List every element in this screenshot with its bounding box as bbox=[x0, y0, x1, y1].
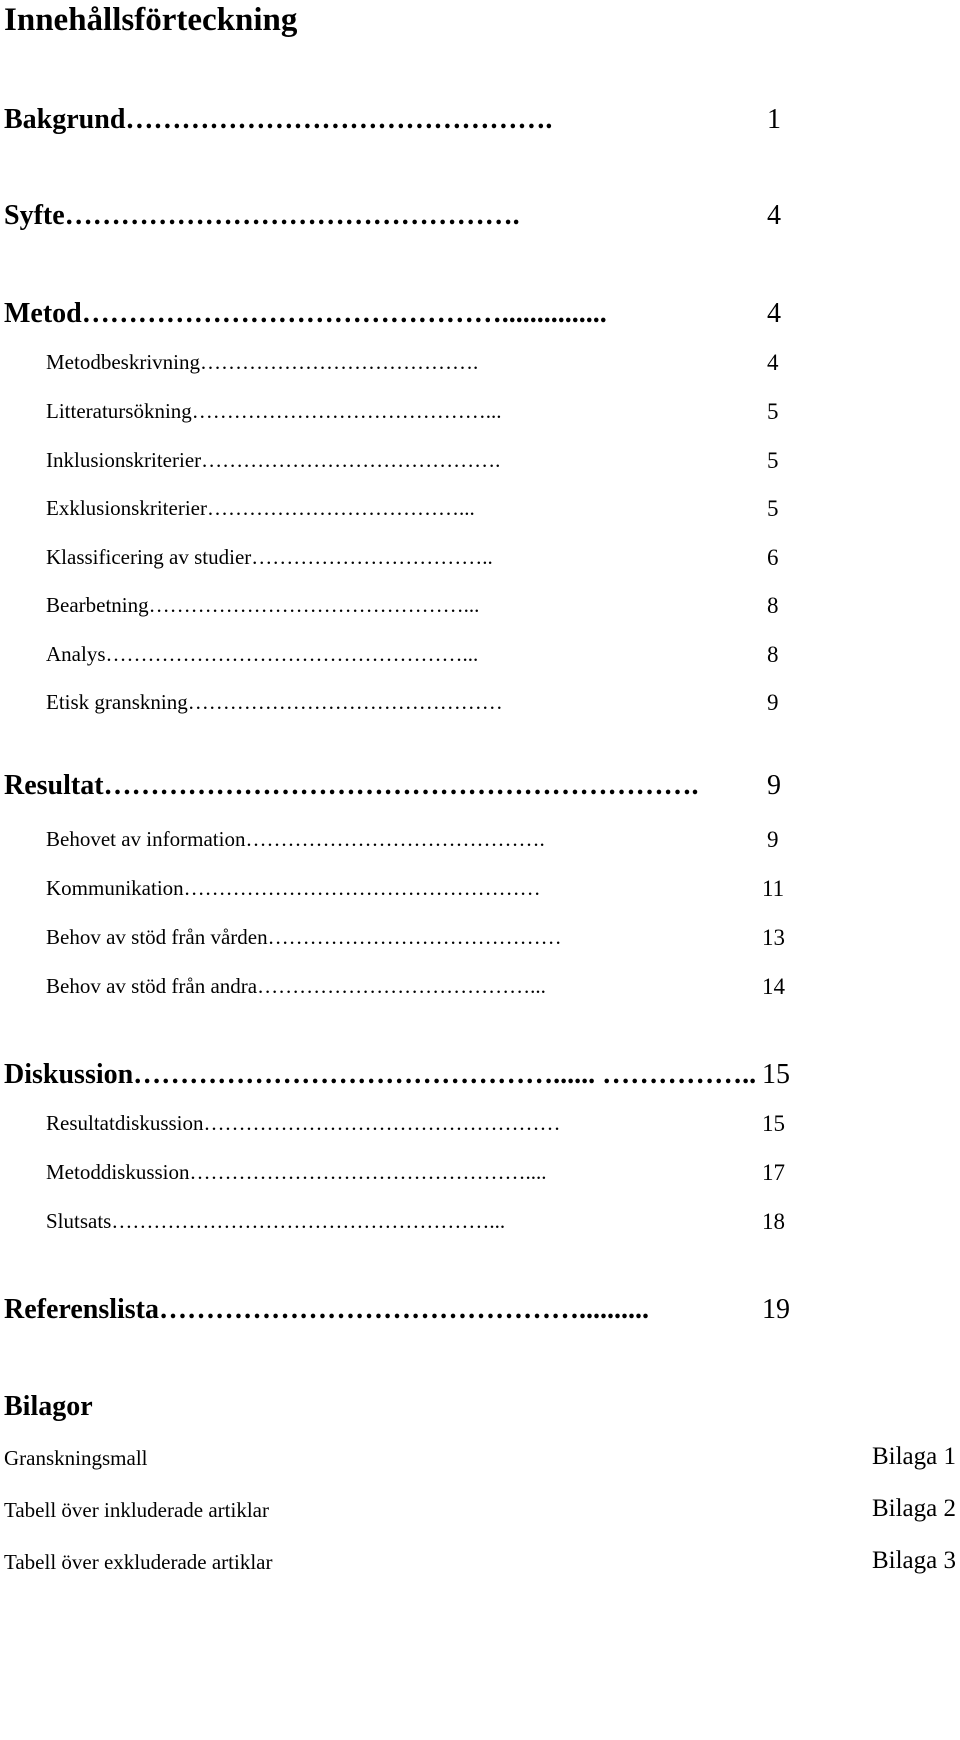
toc-entry-behov-stod-andra[interactable]: Behov av stöd från andra…………………………………... bbox=[46, 974, 546, 998]
toc-entry-metoddiskussion[interactable]: Metoddiskussion………………………………………….... bbox=[46, 1160, 547, 1184]
toc-page-kommunikation: 11 bbox=[762, 876, 785, 901]
toc-entry-metodbeskrivning[interactable]: Metodbeskrivning…………………………………. bbox=[46, 350, 479, 374]
toc-page-diskussion: 15 bbox=[762, 1059, 790, 1090]
appendix-item-granskningsmall[interactable]: Granskningsmall bbox=[4, 1446, 148, 1470]
toc-page-inklusionskriterier: 5 bbox=[767, 448, 779, 473]
toc-page-behov-stod-andra: 14 bbox=[762, 974, 785, 999]
toc-entry-klassificering[interactable]: Klassificering av studier…………………………….. bbox=[46, 545, 493, 569]
toc-page-analys: 8 bbox=[767, 642, 779, 667]
toc-entry-referenslista[interactable]: Referenslista……………………………………….......... bbox=[4, 1294, 649, 1325]
page-title: Innehållsförteckning bbox=[4, 2, 298, 38]
appendix-ref-bilaga-1: Bilaga 1 bbox=[871, 1443, 956, 1470]
toc-entry-syfte[interactable]: Syfte…………………………………………. bbox=[4, 200, 520, 231]
toc-page-klassificering: 6 bbox=[767, 545, 779, 570]
toc-entry-etisk-granskning[interactable]: Etisk granskning……………………………………… bbox=[46, 690, 503, 714]
toc-page-resultat: 9 bbox=[767, 770, 781, 801]
toc-entry-litteratursokning[interactable]: Litteratursökning……………………………………... bbox=[46, 399, 502, 423]
toc-entry-slutsats[interactable]: Slutsats………………………………………………... bbox=[46, 1209, 506, 1233]
toc-page-metod: 4 bbox=[767, 298, 781, 329]
appendix-ref-bilaga-2: Bilaga 2 bbox=[871, 1495, 956, 1522]
toc-page-etisk-granskning: 9 bbox=[767, 690, 779, 715]
toc-page-behov-stod-varden: 13 bbox=[762, 925, 785, 950]
toc-page-behovet-av-information: 9 bbox=[767, 827, 779, 852]
toc-entry-resultat[interactable]: Resultat………………………………………………………. bbox=[4, 770, 699, 801]
appendix-heading: Bilagor bbox=[4, 1391, 93, 1422]
toc-page-metoddiskussion: 17 bbox=[762, 1160, 785, 1185]
toc-entry-bearbetning[interactable]: Bearbetning………………………………………... bbox=[46, 593, 480, 617]
toc-entry-behovet-av-information[interactable]: Behovet av information……………………………………. bbox=[46, 827, 545, 851]
toc-entry-resultatdiskussion[interactable]: Resultatdiskussion…………………………………………… bbox=[46, 1111, 561, 1135]
toc-page-bakgrund: 1 bbox=[767, 104, 781, 135]
toc-page-referenslista: 19 bbox=[762, 1294, 790, 1325]
appendix-item-exkluderade[interactable]: Tabell över exkluderade artiklar bbox=[4, 1550, 273, 1574]
toc-page-syfte: 4 bbox=[767, 200, 781, 231]
toc-entry-diskussion[interactable]: Diskussion………………………………………...... …………….. bbox=[4, 1059, 757, 1090]
appendix-ref-bilaga-3: Bilaga 3 bbox=[871, 1547, 956, 1574]
toc-page-slutsats: 18 bbox=[762, 1209, 785, 1234]
toc-entry-analys[interactable]: Analys……………………………………………... bbox=[46, 642, 479, 666]
toc-entry-exklusionskriterier[interactable]: Exklusionskriterier………………………………... bbox=[46, 496, 475, 520]
appendix-item-inkluderade[interactable]: Tabell över inkluderade artiklar bbox=[4, 1498, 269, 1522]
toc-page-exklusionskriterier: 5 bbox=[767, 496, 779, 521]
toc-entry-behov-stod-varden[interactable]: Behov av stöd från vården…………………………………… bbox=[46, 925, 562, 949]
toc-entry-bakgrund[interactable]: Bakgrund………………………………………. bbox=[4, 104, 553, 135]
toc-entry-kommunikation[interactable]: Kommunikation…………………………………………… bbox=[46, 876, 541, 900]
toc-page-bearbetning: 8 bbox=[767, 593, 779, 618]
toc-entry-inklusionskriterier[interactable]: Inklusionskriterier……………………………………. bbox=[46, 448, 501, 472]
toc-page-resultatdiskussion: 15 bbox=[762, 1111, 785, 1136]
toc-entry-metod[interactable]: Metod………………………………………............... bbox=[4, 298, 607, 329]
toc-page-litteratursokning: 5 bbox=[767, 399, 779, 424]
toc-page-metodbeskrivning: 4 bbox=[767, 350, 779, 375]
